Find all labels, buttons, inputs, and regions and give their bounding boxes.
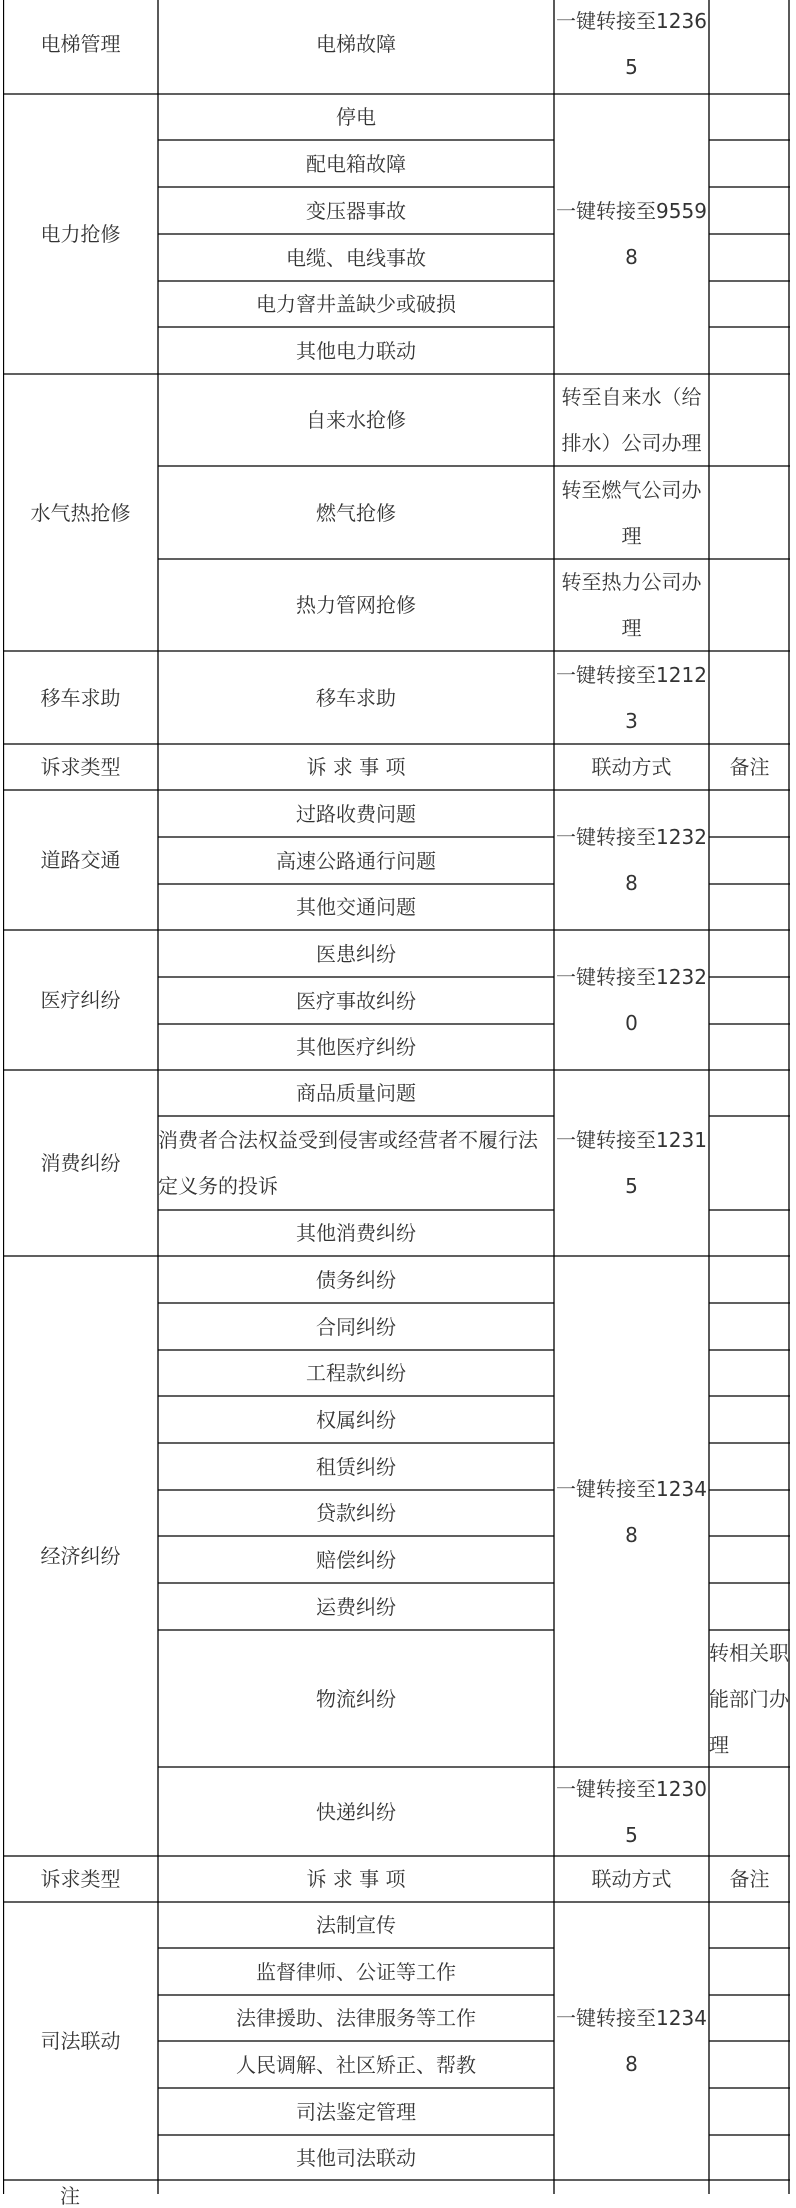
item-utility: 热力管网抢修 xyxy=(296,593,416,617)
item-medical: 医患纠纷 xyxy=(316,941,396,966)
header-method: 联动方式 xyxy=(591,755,672,779)
method-consumer: 一键转接至12315 xyxy=(556,1128,707,1198)
item-economic: 租赁纠纷 xyxy=(316,1454,396,1479)
item-judicial: 人民调解、社区矫正、帮教 xyxy=(236,2052,476,2077)
item-traffic: 其他交通问题 xyxy=(296,895,416,919)
item-judicial: 司法鉴定管理 xyxy=(296,2099,416,2124)
item-judicial: 法制宣传 xyxy=(316,1913,396,1937)
type-power: 电力抢修 xyxy=(40,222,121,246)
item-medical: 医疗事故纠纷 xyxy=(296,988,416,1013)
item-move-car: 移车求助 xyxy=(316,685,396,710)
item-judicial: 法律援助、法律服务等工作 xyxy=(236,2006,476,2030)
item-power: 变压器事故 xyxy=(306,198,406,223)
item-economic: 债务纠纷 xyxy=(316,1267,396,1292)
method-economic-express: 一键转接至12305 xyxy=(556,1776,707,1847)
item-power: 电力窨井盖缺少或破损 xyxy=(256,292,456,316)
type-consumer: 消费纠纷 xyxy=(40,1151,121,1175)
item-economic: 合同纠纷 xyxy=(316,1314,396,1339)
item-power: 电缆、电线事故 xyxy=(286,245,426,270)
item-consumer-rights: 消费者合法权益受到侵害或经营者不履行法定义务的投诉 xyxy=(158,1128,538,1198)
method-medical: 一键转接至12320 xyxy=(556,965,707,1035)
method-power: 一键转接至95598 xyxy=(556,199,707,269)
item-power: 其他电力联动 xyxy=(296,338,416,363)
note-logistics: 转相关职能部门办理 xyxy=(709,1640,789,1757)
type-move-car: 移车求助 xyxy=(40,685,121,710)
item-economic: 工程款纠纷 xyxy=(306,1361,406,1385)
method-economic: 一键转接至12348 xyxy=(556,1476,707,1547)
header-item: 诉 求 事 项 xyxy=(306,1867,406,1891)
header-note: 备注 xyxy=(729,1867,770,1891)
footnote: 注 xyxy=(60,2184,80,2208)
method-utility-heat: 转至热力公司办理 xyxy=(561,570,702,640)
method-utility-gas: 转至燃气公司办理 xyxy=(561,477,702,548)
item-traffic: 过路收费问题 xyxy=(296,801,416,826)
method-move-car: 一键转接至12123 xyxy=(556,662,707,733)
type-traffic: 道路交通 xyxy=(40,848,121,872)
item-economic: 运费纠纷 xyxy=(316,1594,396,1619)
item-economic-express: 快递纠纷 xyxy=(316,1799,396,1824)
header-item: 诉 求 事 项 xyxy=(306,755,406,779)
method-utility-water: 转至自来水（给排水）公司办理 xyxy=(561,385,702,455)
method-traffic: 一键转接至12328 xyxy=(556,825,707,895)
type-judicial: 司法联动 xyxy=(40,2029,121,2053)
item-judicial: 监督律师、公证等工作 xyxy=(256,1959,456,1984)
type-utility: 水气热抢修 xyxy=(30,500,131,525)
service-linkage-table xyxy=(3,0,790,2194)
header-note: 备注 xyxy=(729,755,770,779)
item-economic-logistics: 物流纠纷 xyxy=(316,1686,396,1711)
item-consumer: 商品质量问题 xyxy=(296,1081,416,1105)
header-type: 诉求类型 xyxy=(40,1867,121,1891)
type-economic: 经济纠纷 xyxy=(40,1544,121,1568)
type-medical: 医疗纠纷 xyxy=(40,988,121,1012)
item-elevator-fault: 电梯故障 xyxy=(316,32,396,56)
item-consumer: 其他消费纠纷 xyxy=(296,1221,416,1245)
item-traffic: 高速公路通行问题 xyxy=(276,848,436,873)
item-judicial: 其他司法联动 xyxy=(296,2145,416,2170)
type-elevator: 电梯管理 xyxy=(40,32,121,56)
item-power: 配电箱故障 xyxy=(306,151,406,176)
header-method: 联动方式 xyxy=(591,1867,672,1891)
item-economic: 贷款纠纷 xyxy=(316,1501,396,1525)
item-power: 停电 xyxy=(336,105,376,129)
item-economic: 赔偿纠纷 xyxy=(316,1547,396,1572)
item-economic: 权属纠纷 xyxy=(316,1407,396,1432)
method-judicial: 一键转接至12348 xyxy=(556,2006,707,2076)
header-type: 诉求类型 xyxy=(40,755,121,779)
item-utility: 自来水抢修 xyxy=(306,408,406,432)
item-utility: 燃气抢修 xyxy=(316,500,396,525)
item-medical: 其他医疗纠纷 xyxy=(296,1035,416,1059)
method-elevator: 一键转接至12365 xyxy=(556,9,707,79)
